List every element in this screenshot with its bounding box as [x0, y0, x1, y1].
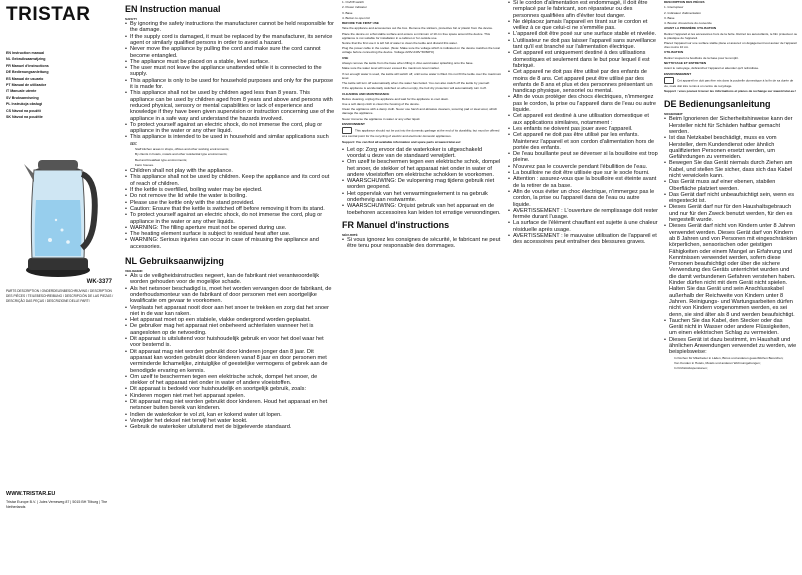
- fr-safety-heading: SÉCURITÉ: [342, 232, 358, 237]
- list-item: Always remove the kettle from the base when filling it. Also avoid water splashing onto the base.: [342, 61, 474, 65]
- list-item: Bed and breakfast type environments;: [135, 157, 188, 162]
- list-item: • Caution: Ensure that the kettle is switched off before removing it from its stand.: [125, 206, 335, 212]
- list-item: This appliance should not be put into the domestic garbage at the end of its durability, but must be offered at a central point for the recycling of electric and electronic domestic appliances.: [342, 128, 500, 139]
- list-item: • The user must not leave the appliance unattended while it is connected to the supply.: [125, 65, 335, 78]
- en-instructions: [342, 0, 502, 144]
- list-item: Von Kunden in Hotels, Motels und anderen Wohnumgebungen;: [674, 360, 761, 365]
- company-address: Tristar Europe B.V. | Jules Verneweg 87 | 5015 BH Tilburg | The Netherlands: [6, 500, 108, 509]
- list-item: Cet appareil ne doit pas être mis dans la poubelle domestique à la fin de sa durée de vie, mais doit être remis à un centre de recyclage.: [664, 78, 794, 88]
- support-text: Support : vous pouvez trouver les informations et pièces de rechange sur www.tristar.eu !: [664, 89, 797, 94]
- language-item: SV Bruksanvisning: [6, 95, 39, 100]
- list-item: • Attention : assurez-vous que la bouilloire est éteinte avant de la retirer de sa base.: [508, 176, 658, 189]
- language-item: PT Manual de utilizador: [6, 83, 47, 88]
- list-item: • Als u de veiligheidsinstructies negeert, kan de fabrikant niet verantwoordelijk worden gehouden voor de mogelijke schade.: [125, 273, 335, 286]
- list-item: • This appliance shall not be used by children. Keep the appliance and its cord out of reach of children.: [125, 174, 335, 187]
- list-item: Make sure the water level will never exceed the maximum level marker.: [342, 66, 440, 71]
- list-item: Never immerse the appliance in water or any other liquid.: [342, 116, 421, 121]
- list-item: 2. Indicateur d'alimentation: [664, 10, 701, 15]
- list-item: • AVERTISSEMENT : le mauvaise utilisation de l'appareil et des accessoires peut entraîner des blessures graves.: [508, 233, 658, 246]
- list-item: • Das Gerät darf nicht unbeaufsichtigt sein, wenn es eingesteckt ist.: [664, 192, 798, 205]
- de-safety-heading: SICHERHEIT: [664, 112, 683, 117]
- list-item: 3. Base: [342, 10, 353, 15]
- list-item: • Beim Ignorieren der Sicherheitshinweise kann der Hersteller nicht für Schäden haftbar gemacht werden.: [664, 116, 798, 135]
- section-heading: BEFORE THE FIRST USE: [342, 21, 379, 26]
- list-item: • Les enfants ne doivent pas jouer avec l'appareil.: [508, 126, 658, 132]
- en-title: EN Instruction manual: [125, 4, 221, 14]
- list-item: • The heating element surface is subject to residual heat after use.: [125, 231, 335, 237]
- list-item: • Please use the kettle only with the stand provided.: [125, 200, 335, 206]
- list-item: • Het apparaat moet op een stabiele, vlakke ondergrond worden geplaatst.: [125, 317, 335, 323]
- support-text: Support: You can find all available information and spare parts at www.tristar.eu!: [342, 139, 461, 144]
- section-heading: CLEANING AND MAINTENANCE: [342, 91, 390, 96]
- list-item: • Bewegen Sie das Gerät niemals durch Ziehen am Kabel, und stellen Sie sicher, dass sich das Kabel nicht verwickeln kann.: [664, 160, 798, 179]
- french-german-column: [664, 0, 798, 575]
- list-item: Before cleaning, unplug the appliance and wait for the appliance to cool down.: [342, 96, 449, 101]
- list-item: • Afin de vous éviter un choc électrique, n'immergez pas le cordon, la prise ou l'appareil dans de l'eau ou autre liquide.: [508, 189, 658, 208]
- list-item: • Ne déplacez jamais l'appareil en tirant sur le cordon et veillez à ce que celui-ci ne s'emmêle pas.: [508, 19, 658, 32]
- english-dutch-column: [125, 0, 335, 575]
- nl-continued: [342, 147, 502, 216]
- list-item: Notice that the first use it is left full of water to clean the kettle and discard this water.: [342, 41, 458, 46]
- list-item: In Küchen für Mitarbeiter in Läden, Büros und anderen gewerblichen Bereichen;: [674, 355, 784, 360]
- list-item: • Verplaats het apparaat nooit door aan het snoer te trekken en zorg dat het snoer niet in de war kan raken.: [125, 305, 335, 318]
- list-item: • This appliance is intended to be used in household and similar applications such as:: [125, 134, 335, 147]
- list-item: Farm houses.: [135, 162, 154, 167]
- section-heading: UTILISATION: [664, 50, 684, 55]
- list-item: • This appliance is only to be used for household purposes and only for the purpose it is made for.: [125, 78, 335, 91]
- list-item: If the appliance is accidentally switched on when empty, the boil dry protection will automatically turn it off.: [342, 86, 487, 91]
- list-item: • WAARSCHUWING: De vulopening mag tijdens gebruik niet worden geopend.: [342, 178, 502, 191]
- language-item: PL Instrukcja obsługi: [6, 102, 43, 107]
- language-item: ES Manual de usuario: [6, 76, 44, 81]
- parts-description-header: PARTS DESCRIPTION / ONDERDELENBESCHRIJVING / DESCRIPTION DES PIÈCES / TEILEBESCHREIBUNG / DESCRIPCIÓN DE LAS PIEZAS / DESCRIÇÃO DAS PEÇAS / DESCRIZIONE DELLE PARTI: [6, 289, 114, 303]
- nl-title: NL Gebruiksaanwijzing: [125, 256, 224, 267]
- list-item: • Dit apparaat is bedoeld voor huishoudelijk en soortgelijk gebruik, zoals:: [125, 386, 335, 392]
- list-item: Plug the power cable in the socket. (Note: Make sure the voltage which is indicated on the device matches the local voltage before connecting the device. Voltage 220V-240V 50/60Hz): [342, 46, 500, 55]
- list-item: • De l'eau bouillante peut se déverser si la bouilloire est trop pleine.: [508, 151, 658, 164]
- list-item: • La surface de l'élément chauffant est sujette à une chaleur résiduelle après usage.: [508, 220, 658, 233]
- list-item: • By ignoring the safety instructions the manufacturer cannot be held responsible for the damage.: [125, 21, 335, 34]
- language-item: SK Návod na použitie: [6, 115, 43, 120]
- list-item: • Om uzelf te beschermen tegen een elektrische schok, dompel het snoer, de stekker of het apparaat niet onder in water of andere vloeistoffen om elektrische schokken te voorkomen.: [342, 159, 502, 178]
- cover-footer: [6, 492, 118, 510]
- list-item: Retirez l'appareil et les accessoires hors de la boîte. Retirez les autocollants, le film protecteur ou le plastique de l'appareil.: [664, 31, 798, 40]
- de-title: DE Bedienungsanleitung: [664, 99, 771, 110]
- list-item: • If the supply cord is damaged, it must be replaced by the manufacturer, its service agent or similarly qualified persons in order to avoid a hazard.: [125, 34, 335, 47]
- list-item: • Dit apparaat mag niet worden gebruikt door kinderen jonger dan 8 jaar. Dit apparaat kan worden gebruikt door kinderen vanaf 8 jaar en door personen met verminderde lichamelijke, zintuiglijke of geestelijke vermogens of gebrek aan de benodigde ervaring en kennis.: [125, 349, 335, 374]
- list-item: By clients in hotels, motels and other residential type environments;: [135, 152, 228, 157]
- list-item: • Tauchen Sie das Kabel, den Stecker oder das Gerät nicht in Wasser oder andere Flüssigkeiten, um einen elektrischen Schlag zu vermeiden.: [664, 318, 798, 337]
- middle-column: [342, 0, 502, 575]
- list-item: • To protect yourself against an electric shock, do not immerse the cord, plug or appliance in the water or any other liquid.: [125, 122, 335, 135]
- list-item: • L'appareil doit être posé sur une surface stable et nivelée.: [508, 31, 658, 37]
- list-item: • Dit apparaat mag niet worden gebruikt door kinderen. Houd het apparaat en het netsnoer buiten bereik van kinderen.: [125, 399, 335, 412]
- list-item: • Let op: Zorg ervoor dat de waterkoker is uitgeschakeld voordat u deze van de standaard verwijdert.: [342, 147, 502, 160]
- nl-safety-heading: VEILIGHEID: [125, 269, 143, 274]
- recycle-icon: [664, 77, 674, 84]
- website: WWW.TRISTAR.EU: [6, 491, 56, 497]
- list-item: • Do not remove the lid while the water is boiling.: [125, 193, 335, 199]
- list-item: 3. Base: [664, 15, 675, 20]
- fr-safety: [508, 0, 658, 246]
- kettle-product-image: [20, 130, 98, 280]
- list-item: • Ist das Netzkabel beschädigt, muss es vom Hersteller, dem Kundendienst oder ähnlich qualifizierten Personen ersetzt werden, um Gefährdungen zu vermeiden.: [664, 135, 798, 160]
- list-item: 4. Bouton d'ouverture du couvercle: [664, 21, 712, 26]
- list-item: • Verwijder het deksel niet terwijl het water kookt.: [125, 418, 335, 424]
- nl-safety: [125, 269, 335, 431]
- list-item: The kettle will turn off automatically when the water has boiled. You can also switch off the kettle by yourself.: [342, 80, 490, 85]
- list-item: Clean the appliance with a damp cloth. Never use harsh and abrasive cleaners, scouring pad or steel wool, which damage the appliance.: [342, 107, 498, 116]
- list-item: • Om uzelf te beschermen tegen een elektrische schok, dompel het snoer, de stekker of het apparaat niet onder in water of andere vloeistoffen.: [125, 374, 335, 387]
- list-item: If not enough water is used, the kettle will switch off, until some water is filled. Do not fill the kettle over the maximum level.: [342, 71, 502, 80]
- cover-column: [6, 0, 118, 575]
- language-item: DE Bedienungsanleitung: [6, 70, 49, 75]
- section-heading: ENVIRONMENT: [342, 122, 365, 126]
- list-item: • If the kettle is overfilled, boiling water may be ejected.: [125, 187, 335, 193]
- list-item: • AVERTISSEMENT : L'ouverture de remplissage doit rester fermée durant l'usage.: [508, 208, 658, 221]
- list-item: Placez l'appareil sur une surface stable plane et assurez un dégagement tout autour de l'appareil d'au moins 10 cm.: [664, 41, 797, 50]
- list-item: • Cet appareil est destiné à une utilisation domestique et aux applications similaires, notamment :: [508, 113, 658, 126]
- de-safety: [664, 112, 798, 370]
- list-item: • De gebruiker mag het apparaat niet onbeheerd achterlaten wanneer het is aangesloten op de netvoeding.: [125, 323, 335, 336]
- list-item: Avant le nettoyage, débranchez l'appareil et attendez qu'il refroidisse.: [664, 66, 760, 71]
- fr-instructions: [664, 0, 798, 93]
- list-item: • Indien de waterkoker te vol zit, kan er kokend water uit lopen.: [125, 412, 335, 418]
- list-item: In Frühstückspensionen;: [674, 366, 708, 371]
- list-item: Take the appliance and accessories out the box. Remove the stickers, protective foil or plastic from the device.: [342, 26, 493, 31]
- section-heading: ENVIRONNEMENT: [664, 71, 692, 76]
- list-item: • To protect yourself against an electric shock, do not immerse the cord, plug or appliance in the water or any other liquids.: [125, 212, 335, 225]
- fr-title: FR Manuel d'instructions: [342, 219, 450, 230]
- list-item: • Gebruik de waterkoker uitsluitend met de bijgeleverde standaard.: [125, 424, 335, 430]
- list-item: • WARNING: Serious injuries can occur in case of misusing the appliance and accessories.: [125, 237, 335, 250]
- language-item: IT Manuale utente: [6, 89, 37, 94]
- language-item: EN Instruction manual: [6, 51, 45, 55]
- en-safety-heading: SAFETY: [125, 17, 138, 21]
- list-item: • Dieses Gerät ist dazu bestimmt, im Haushalt und ähnlichen Anwendungen verwendet zu werden, wie beispielsweise:: [664, 337, 798, 356]
- list-item: • Children shall not play with the appliance.: [125, 168, 335, 174]
- recycle-icon: [342, 127, 352, 134]
- list-item: • Cet appareil ne doit pas être utilisé par les enfants. Maintenez l'appareil et son cordon d'alimentation hors de portée des enfants.: [508, 132, 658, 151]
- list-item: • WAARSCHUWING: Onjuist gebruik van het apparaat en de toebehoren accessoires kan leiden tot ernstige verwondingen.: [342, 203, 502, 216]
- list-item: • Dieses Gerät darf nur für den Haushaltsgebrauch und nur für den Zweck benutzt werden, für den es hergestellt wurde.: [664, 204, 798, 223]
- de-household-list: [664, 356, 798, 371]
- section-heading: USE: [342, 55, 349, 60]
- list-item: • The appliance must be placed on a stable, level surface.: [125, 59, 335, 65]
- french-column: [508, 0, 658, 575]
- section-heading: AVANT LA PREMIÈRE UTILISATION: [664, 26, 717, 31]
- section-heading: NETTOYAGE ET ENTRETIEN: [664, 61, 707, 65]
- list-item: • Kinderen mogen niet met het apparaat spelen.: [125, 393, 335, 399]
- language-item: CS Návod na použití: [6, 108, 41, 113]
- list-item: 4. Button to open lid: [342, 15, 370, 20]
- language-list: [6, 50, 118, 120]
- list-item: • Afin de vous protéger des chocs électriques, n'immergez pas le cordon, la prise ou l'appareil dans de l'eau ou autre liquide.: [508, 94, 658, 113]
- list-item: • Never move the appliance by pulling the cord and make sure the cord cannot become entangled.: [125, 46, 335, 59]
- list-item: 1. Interrupteur: [664, 5, 684, 10]
- list-item: • Si vous ignorez les consignes de sécurité, le fabricant ne peut être tenu pour responsable des dommages.: [342, 237, 502, 250]
- list-item: • Cet appareil ne doit pas être utilisé par des enfants de moins de 8 ans. Cet appareil peut être utilisé par des enfants de 8 ans et plus et des personnes présentant un handicap physique, sensoriel ou mental.: [508, 69, 658, 94]
- list-item: • La bouilloire ne doit être utilisée que sur le socle fourni.: [508, 170, 658, 176]
- list-item: • L'utilisateur ne doit pas laisser l'appareil sans surveillance tant qu'il est branché sur l'alimentation électrique.: [508, 38, 658, 51]
- list-item: • Het oppervlak van het verwarmingselement is na gebruik onderhevig aan restwarmte.: [342, 191, 502, 204]
- list-item: Place the device on a flat stable surface and ensure a minimum of 10 cm free space around the device. This appliance is not suitable for installation in a cabinet or for outside use.: [342, 31, 491, 40]
- list-item: • Dieses Gerät darf nicht von Kindern unter 8 Jahren verwendet werden. Dieses Gerät darf von Kindern ab 8 Jahren und von Personen mit eingeschränkten körperlichen, sensorischen oder geistigen Fähigkeiten oder einem Mangel an Erfahrung und Kenntnissen verwendet werden, sofern diese Personen beaufsichtigt oder über die sichere Verwendung des Geräts unterrichtet wurden und die damit verbundenen Gefahren verstehen haben. Kinder dürfen nicht mit dem Gerät nicht spielen. Halten Sie das Gerät und sein Anschlusskabel außerhalb der Reichweite von Kindern unter 8 Jahren. Reinigungs- und Wartungsarbeiten dürfen nicht von Kindern vorgenommen werden, es sei denn, sie sind älter als 8 und werden beaufsichtigt.: [664, 223, 798, 317]
- list-item: Retirez toujours la bouilloire de la base pour la remplir.: [664, 55, 739, 60]
- list-item: • This appliance shall not be used by children aged less than 8 years. This appliance can be used by children aged from 8 years and above and persons with reduced physical, sensory or mental capabilities or lack of experience and knowledge if they have been given supervision or instruction concerning use of the appliance in a safe way and understand the hazards involved.: [125, 90, 335, 121]
- list-item: • WARNING: The filling aperture must not be opened during use.: [125, 225, 335, 231]
- list-item: • N'ouvrez pas le couvercle pendant l'ébullition de l'eau.: [508, 164, 658, 170]
- section-heading: DESCRIPTION DES PIÈCES: [664, 0, 705, 4]
- list-item: • Als het netsnoer beschadigd is, moet het worden vervangen door de fabrikant, de onderhoudsmonteur van de fabrikant of door personen met een soortgelijke kwalificatie om gevaar te voorkomen.: [125, 286, 335, 305]
- list-item: • Das Gerät muss auf einer ebenen, stabilen Oberfläche platziert werden.: [664, 179, 798, 192]
- list-item: • Dit apparaat is uitsluitend voor huishoudelijk gebruik en voor het doel waar het voor bestemd is.: [125, 336, 335, 349]
- list-item: Staff kitchen areas in shops, offices and other working environments;: [135, 147, 230, 152]
- fr-safety-start: [342, 233, 502, 250]
- list-item: 2. Power indicator: [342, 5, 367, 10]
- language-item: NL Gebruiksaanwijzing: [6, 57, 46, 62]
- en-safety: [125, 17, 335, 250]
- list-item: 1. On/Off switch: [342, 0, 364, 4]
- list-item: • Si le cordon d'alimentation est endommagé, il doit être remplacé par le fabricant, son réparateur ou des personnes qualifiées afin d'éviter tout danger.: [508, 0, 658, 19]
- brand-logo: TRISTAR: [6, 4, 91, 25]
- en-household-list: [125, 147, 335, 167]
- list-item: • Cet appareil est uniquement destiné à des utilisations domestiques et seulement dans le but pour lequel il est fabriqué.: [508, 50, 658, 69]
- list-item: Use a soft damp cloth to clean the housing of the device.: [342, 102, 420, 107]
- model-number: WK-3377: [86, 279, 112, 286]
- language-item: FR Manuel d'instructions: [6, 63, 49, 68]
